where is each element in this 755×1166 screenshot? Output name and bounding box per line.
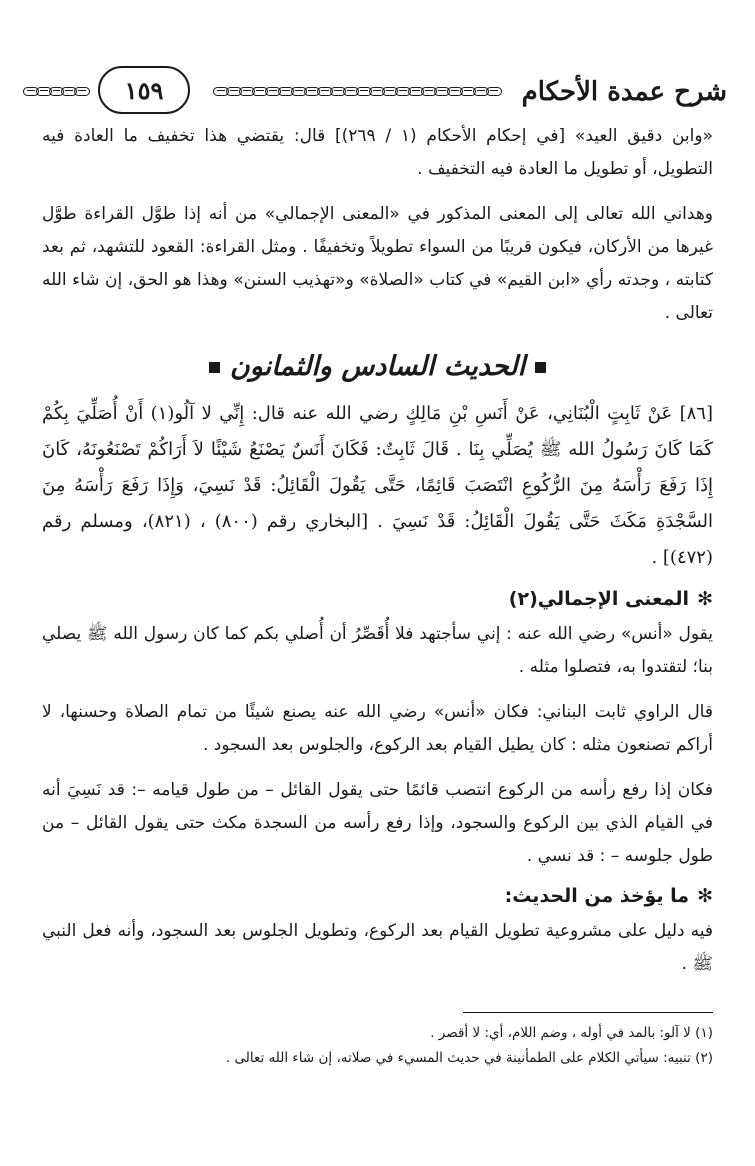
footnote: (١) لا آلو: بالمد في أوله ، وضم اللام، أي: لا أقصر .	[430, 1025, 713, 1041]
main-content	[42, 120, 713, 981]
square-bullet-icon	[209, 362, 220, 373]
footnote-divider	[463, 1012, 713, 1013]
paragraph: فكان إذا رفع رأسه من الركوع انتصب قائمًا حتى يقول القائل – من طول قيامه –: قد نَسِيَ أنه في القيام الذي بين الركوع والسجود، وإذا رفع رأسه من السجدة مكث حتى يقول القائل – من طول جلوسه – : قد نسي .	[42, 780, 713, 866]
paragraph: «وابن دقيق العيد» [في إحكام الأحكام (١ / ٢٦٩)] قال: يقتضي هذا تخفيف ما العادة فيه التطويل، أو تطويل ما العادة فيه التخفيف .	[42, 126, 713, 179]
hadith-text	[42, 396, 713, 576]
paragraph: فيه دليل على مشروعية تطويل القيام بعد الركوع، وتطويل الجلوس بعد السجود، وأنه فعل النبي ﷺ .	[42, 921, 713, 974]
paragraph: وهداني الله تعالى إلى المعنى المذكور في «المعنى الإجمالي» من أنه إذا طوَّل القراءة طوَّل غيرها من الأركان، فيكون قريبًا من السواء تطويلاً وتخفيفًا . ومثل القراءة: القعود للتشهد، ثم بعد كتابته ، وجدته رأي «ابن القيم» في كتاب «الصلاة» و«تهذيب السنن» وهذا هو الحق، إن شاء الله تعالى .	[42, 204, 713, 323]
asterisk-icon: ✻	[697, 588, 713, 610]
asterisk-icon: ✻	[697, 885, 713, 907]
paragraph: قال الراوي ثابت البناني: فكان «أنس» رضي الله عنه يصنع شيئًا من تمام الصلاة وحسنها، لا أراكم تصنعون مثله : كان يطيل القيام بعد الركوع، والجلوس بعد السجود .	[42, 702, 713, 755]
page-number: ١٥٩	[124, 75, 164, 105]
footnote: (٢) تنبيه: سيأتي الكلام على الطمأنينة في حديث المسيء في صلاته، إن شاء الله تعالى .	[225, 1050, 713, 1066]
hadith-paragraph: [٨٦] عَنْ ثَابِتٍ الْبُنَانِي، عَنْ أَنَسِ بْنِ مَالِكٍ رضي الله عنه قال: إِنِّي لا آلُو(١) أَنْ أُصَلِّيَ بِكُمْ كَمَا كَانَ رَسُولُ الله ﷺ يُصَلِّي بِنَا . قَالَ ثَابِتٌ: فَكَانَ أَنَسٌ يَصْنَعُ شَيْئًا لاَ أَرَاكُمْ تَصْنَعُونَهُ، كَانَ إِذَا رَفَعَ رَأْسَهُ مِنَ الرُّكُوعِ انْتَصَبَ قَائِمًا، حَتَّى يَقُولَ الْقَائِلُ: قَدْ نَسِيَ، وَإِذَا رَفَعَ رَأْسَهُ مِنَ السَّجْدَةِ مَكَثَ حَتَّى يَقُولَ الْقَائِلُ: قَدْ نَسِيَ . [البخاري رقم (٨٠٠) ، (٨٢١)، ومسلم رقم (٤٧٢)] .	[42, 403, 713, 568]
page-header	[26, 62, 727, 124]
page-number-badge	[98, 66, 190, 114]
book-title: شرح عمدة الأحكام	[521, 77, 727, 107]
section-title: الحديث السادس والثمانون	[42, 344, 713, 390]
chain-ornament-end	[26, 83, 90, 99]
square-bullet-icon	[535, 362, 546, 373]
subheading-lessons: ✻ما يؤخذ من الحديث:	[42, 877, 713, 915]
footnotes	[42, 1012, 713, 1071]
chain-ornament	[202, 83, 502, 99]
paragraph: يقول «أنس» رضي الله عنه : إني سأجتهد فلا أُقَصِّرُ أن أُصلي بكم كما كان رسول الله ﷺ يصلي بنا؛ لتقتدوا به، فتصلوا مثله .	[42, 624, 713, 677]
subheading-summary: ✻المعنى الإجمالي(٢)	[42, 580, 713, 618]
